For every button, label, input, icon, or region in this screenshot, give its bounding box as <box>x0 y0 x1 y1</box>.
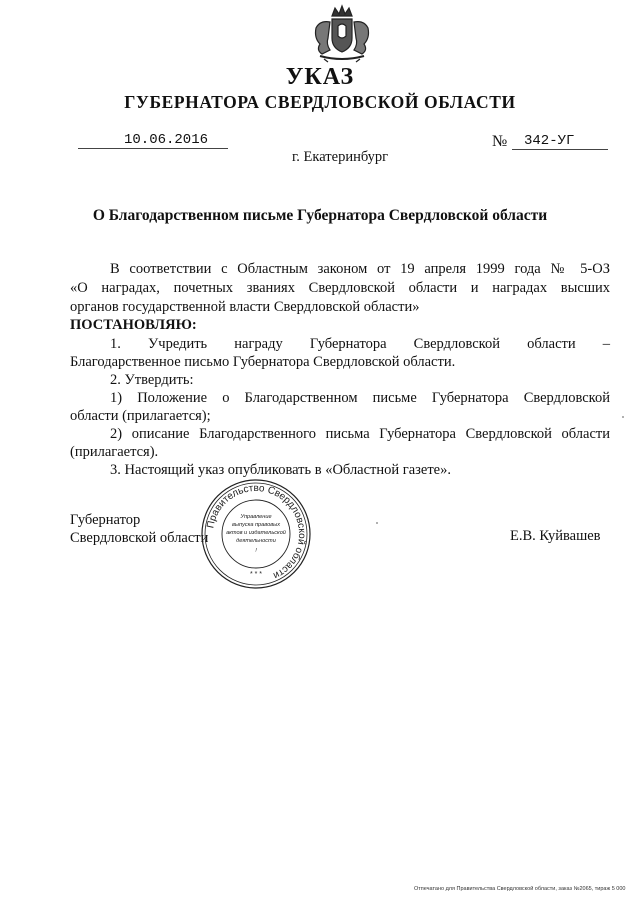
number-underline <box>512 149 608 150</box>
item-2: 2. Утвердить: <box>110 372 194 388</box>
seal-ring-text: Правительство Свердловской области <box>205 482 308 581</box>
signatory-position <box>70 511 208 547</box>
item-2-1-line: 1) Положение о Благодарственном письме Губернатора Свердловской <box>110 390 610 406</box>
item-2-2-line: 2) описание Благодарственного письма Губернатора Свердловской области <box>110 426 610 442</box>
official-seal-stamp <box>200 478 312 590</box>
signatory-name: Е.В. Куйвашев <box>510 528 601 544</box>
seal-inner-line: актов и издательской <box>226 530 286 536</box>
seal-inner-line: ! <box>255 548 257 554</box>
scan-speck <box>622 416 624 418</box>
coat-of-arms-emblem <box>302 4 382 64</box>
item-2-1-line: области (прилагается); <box>70 408 211 424</box>
seal-inner-line: Управление <box>240 514 272 520</box>
item-1-line: 1. Учредить награду Губернатора Свердловской области – <box>110 336 610 352</box>
document-subtitle: ГУБЕРНАТОРА СВЕРДЛОВСКОЙ ОБЛАСТИ <box>124 92 516 112</box>
intro-line: органов государственной власти Свердловской области» <box>70 299 420 315</box>
intro-line: «О наградах, почетных званиях Свердловской области и наградах высших <box>70 280 610 296</box>
seal-stars: * * * <box>249 571 263 578</box>
seal-inner-line: деятельности <box>236 538 276 544</box>
city: г. Екатеринбург <box>292 149 389 165</box>
date-underline <box>78 148 228 149</box>
decree-number: 342-УГ <box>524 133 575 149</box>
decree-word: ПОСТАНОВЛЯЮ: <box>70 317 197 333</box>
document-title: УКАЗ <box>285 64 355 90</box>
item-1-line: Благодарственное письмо Губернатора Свердловской области. <box>70 354 456 370</box>
decree-subject: О Благодарственном письме Губернатора Свердловской области <box>92 207 548 224</box>
scan-speck <box>376 522 378 524</box>
position-line: Свердловской области <box>70 530 209 546</box>
position-line: Губернатор <box>70 512 141 528</box>
item-3: 3. Настоящий указ опубликовать в «Областной газете». <box>110 462 451 478</box>
seal-inner-line: выпуска правовых <box>231 522 281 528</box>
number-sign: № <box>492 133 508 150</box>
print-footer: Отпечатано для Правительства Свердловской области, заказ №2065, тираж 5 000 <box>414 886 626 892</box>
decree-date: 10.06.2016 <box>124 132 209 148</box>
intro-line: В соответствии с Областным законом от 19 апреля 1999 года № 5-ОЗ <box>110 261 610 277</box>
item-2-2-line: (прилагается). <box>70 444 159 460</box>
